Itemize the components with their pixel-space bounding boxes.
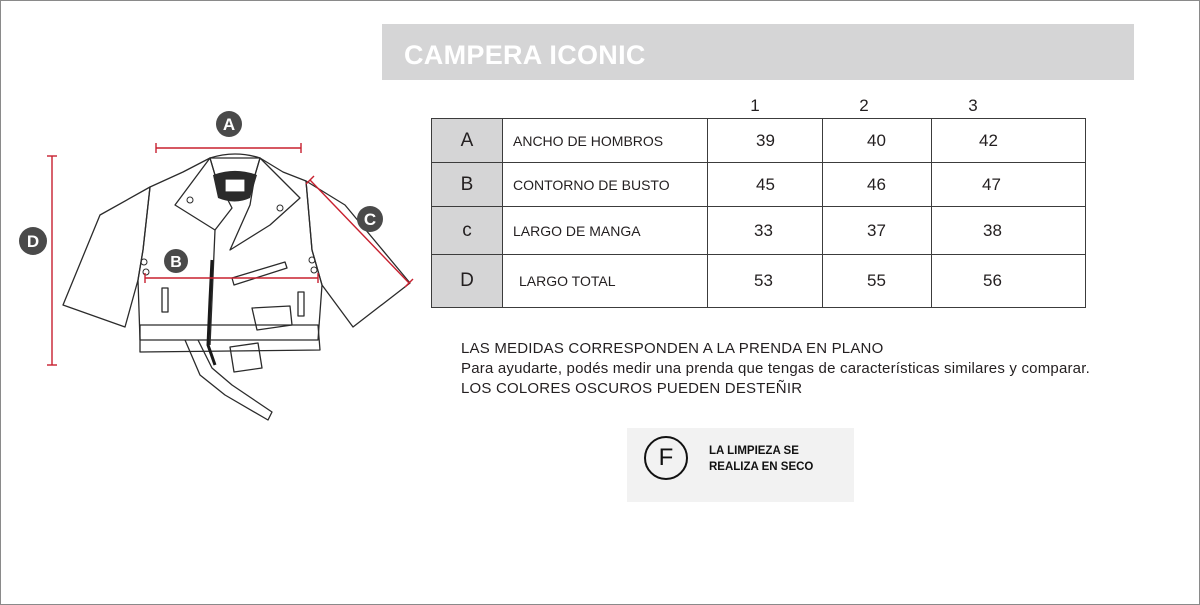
neck-label-2 <box>225 179 245 192</box>
row-label: LARGO TOTAL <box>503 255 708 308</box>
svg-text:A: A <box>222 115 236 134</box>
care-line-1: LA LIMPIEZA SE <box>709 445 799 457</box>
care-line-2: REALIZA EN SECO <box>709 461 814 473</box>
jacket-diagram <box>0 100 430 440</box>
row-code: D <box>432 255 503 308</box>
note-line-2: Para ayudarte, podés medir una prenda que tengas de características similares y comparar. <box>461 360 1090 377</box>
table-row <box>432 207 1086 255</box>
svg-text:D: D <box>26 232 40 251</box>
table-row <box>432 163 1086 207</box>
left-side-zip <box>162 288 168 312</box>
measure-line-c <box>310 180 409 283</box>
size-header-1: 1 <box>750 96 760 115</box>
collar-snap-left <box>187 197 193 203</box>
cell-value: 38 <box>983 220 1002 240</box>
row-code: B <box>432 163 503 207</box>
side-snap-left-1 <box>141 259 147 265</box>
row-label: CONTORNO DE BUSTO <box>503 163 708 207</box>
page-title: CAMPERA ICONIC <box>404 39 646 70</box>
table-row <box>432 255 1086 308</box>
row-code: c <box>432 207 503 255</box>
belt-buckle <box>230 343 262 372</box>
side-snap-left-2 <box>143 269 149 275</box>
chest-pocket-zip <box>232 262 287 285</box>
cell-value: 45 <box>756 174 775 194</box>
notes <box>461 339 1090 399</box>
cell-value: 47 <box>982 174 1001 194</box>
svg-text:B: B <box>170 254 182 271</box>
note-line-3: LOS COLORES OSCUROS PUEDEN DESTEÑIR <box>461 380 803 397</box>
cell-value: 55 <box>867 271 886 290</box>
row-label: ANCHO DE HOMBROS <box>503 119 708 163</box>
note-line-1: LAS MEDIDAS CORRESPONDEN A LA PRENDA EN PLANO <box>461 340 884 357</box>
cell-value: 33 <box>754 220 773 240</box>
marker-c <box>357 206 383 232</box>
size-header-2: 2 <box>859 96 869 115</box>
care-instructions <box>627 428 854 502</box>
side-snap-right-2 <box>311 267 317 273</box>
lower-pocket <box>252 306 292 330</box>
cell-value: 37 <box>867 220 886 240</box>
title-bar <box>382 24 1134 80</box>
collar-snap-right <box>277 205 283 211</box>
cell-value: 42 <box>979 130 998 150</box>
svg-text:C: C <box>363 210 377 229</box>
cell-value: 53 <box>754 271 773 290</box>
side-snap-right-1 <box>309 257 315 263</box>
cell-value: 56 <box>983 271 1002 290</box>
cell-value: 46 <box>867 174 886 194</box>
row-label: LARGO DE MANGA <box>503 207 708 255</box>
right-side-zip <box>298 292 304 316</box>
size-table <box>431 118 1086 308</box>
marker-d <box>19 227 47 255</box>
cell-value: 39 <box>756 130 775 150</box>
right-sleeve <box>306 181 410 327</box>
table-row <box>432 119 1086 163</box>
dry-clean-icon: F <box>644 436 688 480</box>
cell-value: 40 <box>867 130 886 150</box>
left-sleeve <box>63 187 150 327</box>
size-header-3: 3 <box>968 96 978 115</box>
marker-a <box>216 111 242 137</box>
row-code: A <box>432 119 503 163</box>
marker-b <box>164 249 188 273</box>
